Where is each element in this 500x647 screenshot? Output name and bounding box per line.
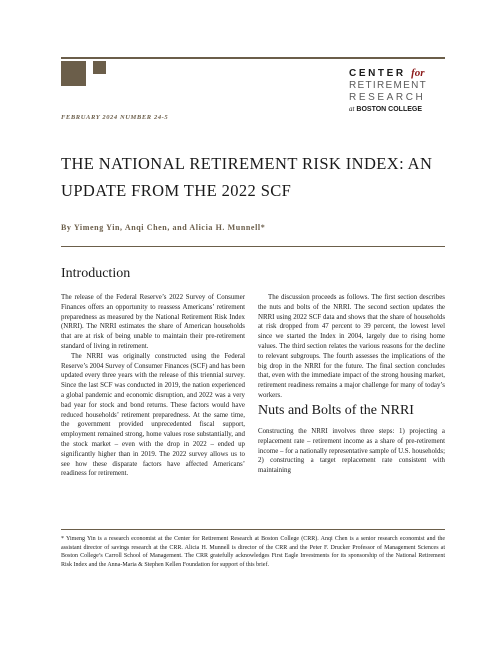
logo-retirement: RETIREMENT — [349, 80, 427, 91]
logo-center: CENTER — [349, 68, 406, 79]
intro-paragraph-1: The release of the Federal Reserve’s 2022 Survey of Consumer Finances offers an opportunity to reassess Americans’ retirement preparedness as measured by the National Retirement Risk Index (NRRI). The NRRI estimates the share of American households that are at risk of being unable to maintain their pre-retirement standard of living in retirement. — [61, 294, 245, 350]
nuts-paragraph-1: Constructing the NRRI involves three steps: 1) projecting a replacement rate – retirement income as a share of pre-retirement income – for a nationally representative sample of U.S. households; 2) constructing a target replacement rate consistent with maintaining — [258, 428, 445, 475]
page-title: THE NATIONAL RETIREMENT RISK INDEX: AN UPDATE FROM THE 2022 SCF — [61, 154, 433, 200]
logo-at: at — [349, 105, 355, 113]
intro-paragraph-3: The discussion proceeds as follows. The first section describes the nuts and bolts of the NRRI. The second section updates the NRRI using 2022 SCF data and shows that the share of households at risk dropped from 47 percent to 39 percent, the lowest level since we started the Index in 2004, largely due to rising home values. The third section relates the various reasons for the decline to relevant subgroups. The fourth assesses the implications of the big drop in the NRRI for the future. The final section concludes that, even with the immediate impact of the strong housing market, retirement readiness remains a major challenge for many of today’s workers. — [258, 294, 445, 399]
nuts-heading: Nuts and Bolts of the NRRI — [258, 403, 414, 418]
intro-heading: Introduction — [61, 266, 131, 281]
logo-boston-college: BOSTON COLLEGE — [356, 106, 423, 113]
intro-paragraph-2: The NRRI was originally constructed using the Federal Reserve’s 2004 Survey of Consumer Finances (SCF) and has been updated every three years with the release of this triennial survey. Since the last SCF was conducted in 2019, the nation experienced a global pandemic and economic disruption, and 2022 was a very bad year for stock and bond returns. These factors would have reduced households’ retirement preparedness. At the same time, the government provided unprecedented fiscal support, employment remained strong, home values rose substantially, and the stock market – even with the drop in 2022 – ended up significantly higher than in 2019. The 2022 survey allows us to see how these disparate factors have affected Americans’ readiness for retirement. — [61, 352, 245, 478]
nuts-column — [258, 427, 445, 476]
intro-column — [61, 293, 245, 479]
intro-column-2 — [258, 293, 445, 401]
crr-logo — [349, 68, 459, 113]
footnote-divider — [61, 529, 445, 530]
logo-square-large — [61, 61, 86, 86]
divider — [61, 246, 445, 247]
header-rule — [61, 57, 445, 59]
authors-line: By Yimeng Yin, Anqi Chen, and Alicia H. Munnell* — [61, 223, 266, 232]
issue-line: FEBRUARY 2024 NUMBER 24-5 — [61, 114, 169, 121]
logo-research: RESEARCH — [349, 92, 426, 103]
footnote: * Yimeng Yin is a research economist at the Center for Retirement Research at Boston College (CRR). Anqi Chen is a senior research economist and the assistant director of savings research at the CRR. Alicia H. Munnell is director of the CRR and the Peter F. Drucker Professor of Management Sciences at Boston College’s Carroll School of Management. The CRR gratefully acknowledges First Eagle Investments for its sponsorship of the National Retirement Risk Index and the Anna-Maria & Stephen Kellen Foundation for support of this brief. — [61, 536, 445, 568]
logo-square-small — [93, 61, 106, 74]
logo-for: for — [411, 67, 425, 79]
